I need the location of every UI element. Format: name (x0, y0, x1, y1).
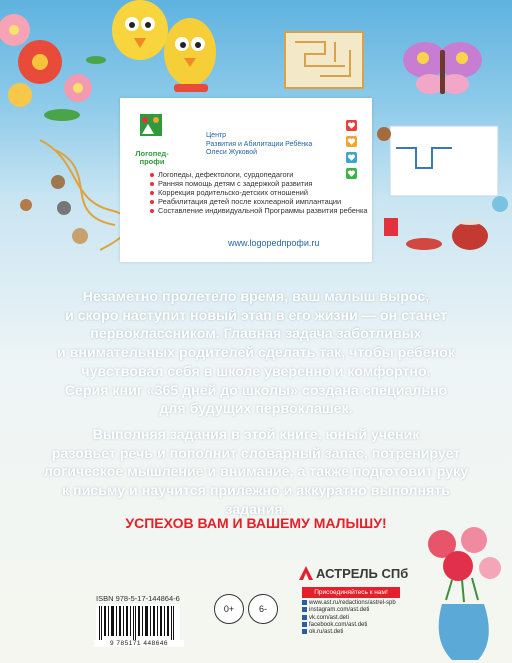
maze-illustration (285, 32, 363, 88)
list-item: Коррекция родительско-детских отношений (150, 188, 368, 197)
center-title-line: Центр (206, 132, 227, 139)
text-line: Выполняя задания в этой книге, юный ученик (92, 427, 420, 443)
text-line: логическое мышление и внимание, а также подготовит руку (43, 464, 469, 481)
link-item[interactable]: ok.ru/ast.deti (302, 629, 406, 636)
list-item: Ранняя помощь детям с задержкой развития (150, 179, 368, 188)
text-line: к письму и научится прилежно и аккуратно выполнять задания. (61, 483, 451, 518)
link-item[interactable]: vk.com/ast.deti (302, 615, 406, 622)
center-title-line: Олеси Жуковой (206, 149, 258, 157)
list-item: Составление индивидуальной Программы развития ребенка (150, 206, 368, 215)
butterfly-illustration (403, 42, 482, 94)
astrel-logo-icon (298, 565, 314, 581)
text-line: Серия книг «365 дней до школы» создана специально (64, 382, 448, 399)
web-icon (302, 600, 307, 605)
info-card (120, 98, 372, 262)
age-rating-badge: 0+ (214, 594, 244, 624)
heart-icon (346, 150, 357, 161)
chicks-illustration (112, 0, 216, 92)
link-item[interactable]: instagram.com/ast.deti (302, 607, 406, 614)
text-line: чувствовал себя в школе уверенно и комфортно. (81, 363, 431, 380)
website-link[interactable]: www.logopedпрофи.ru (228, 238, 320, 248)
text-line: и скоро наступит новый этап в его жизни — он станет (64, 307, 448, 324)
social-links (302, 600, 406, 636)
list-item: Логопеды, дефектологи, сурдопедагоги (150, 170, 368, 179)
isbn-label: ISBN 978-5-17-144864-6 (96, 594, 180, 603)
maze-trail-illustration (20, 140, 130, 250)
publisher-name: АСТРЕЛЬ СПб (316, 566, 409, 581)
join-banner: Присоединяйтесь к нам! (302, 587, 400, 598)
text-line: для будущих первоклашек. (159, 401, 353, 418)
barcode-digits: 9 785171 448646 (94, 640, 184, 647)
text-line: первоклассником. Главная задача заботливых (90, 326, 422, 343)
text-line: разовьет речь и пополнит словарный запас, потренирует (51, 445, 461, 462)
heart-icon (346, 118, 357, 129)
odnoklassniki-icon (302, 629, 307, 634)
flower-vase-illustration (412, 520, 512, 663)
kitchen-items-illustration (377, 126, 508, 250)
main-paragraph-2 (40, 426, 472, 520)
services-list (150, 170, 368, 215)
link-item[interactable]: facebook.com/ast.deti (302, 622, 406, 629)
heart-icon (346, 134, 357, 145)
facebook-icon (302, 622, 307, 627)
slogan: УСПЕХОВ ВАМ И ВАШЕМУ МАЛЫШУ! (125, 515, 387, 531)
link-item[interactable]: www.ast.ru/redactions/astrel-spb (302, 600, 406, 607)
barcode (96, 604, 180, 642)
flowers-left-illustration (0, 14, 106, 121)
instagram-icon (302, 607, 307, 612)
center-title-line: Развития и Абилитации Ребёнка (206, 140, 313, 148)
age-rating-badge: 6- (248, 594, 278, 624)
text-line: и внимательных родителей сделать так, чтобы ребенок (56, 345, 456, 362)
text-line: Незаметно пролетело время, ваш малыш вырос, (82, 289, 430, 305)
center-title (206, 132, 312, 158)
list-item: Реабилитация детей после кохлеарной имплантации (150, 197, 368, 206)
logo-text: Логопед-профи (135, 149, 169, 166)
logoped-profi-logo (128, 108, 174, 154)
vk-icon (302, 615, 307, 620)
main-paragraph-1 (40, 288, 472, 419)
